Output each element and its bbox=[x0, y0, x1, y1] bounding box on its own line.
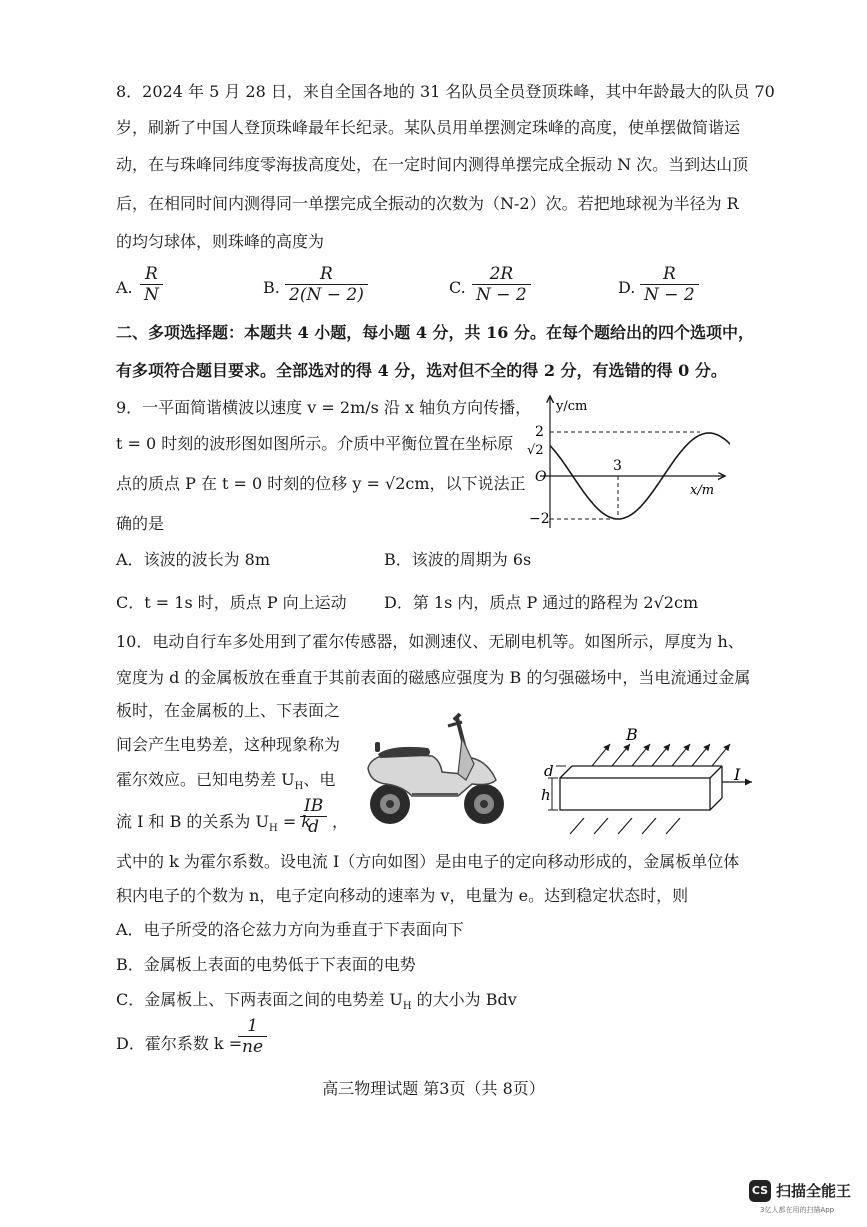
q9-option-b[interactable]: B．该波的周期为 6s bbox=[384, 550, 532, 569]
q10-line-4: 间会产生电势差，这种现象称为 bbox=[116, 735, 341, 754]
tick-sqrt2: √2 bbox=[527, 443, 544, 458]
q10-option-a[interactable]: A．电子所受的洛仑兹力方向为垂直于下表面向下 bbox=[116, 920, 464, 939]
q8-option-d-label[interactable]: D. bbox=[618, 278, 636, 297]
camscanner-tagline: 3亿人都在用的扫描App bbox=[760, 1206, 835, 1214]
section2-heading-2: 有多项符合题目要求。全部选对的得 4 分，选对但不全的得 2 分，有选错的得 0 分。 bbox=[116, 361, 727, 380]
page-footer: 高三物理试题 第3页（共 8页） bbox=[322, 1079, 545, 1098]
q10-formula-fraction: $\frac{IB}{d}$ bbox=[300, 796, 327, 837]
q8-line-1: 8．2024 年 5 月 28 日，来自全国各地的 31 名队员全员登顶珠峰，其中年龄最大的队员 70 bbox=[116, 82, 775, 101]
tick-minus-2: −2 bbox=[529, 511, 550, 527]
q9-wave-graph bbox=[520, 390, 730, 532]
label-b: B bbox=[626, 725, 638, 744]
camscanner-name: 扫描全能王 bbox=[776, 1182, 852, 1200]
q10-line-5: 霍尔效应。已知电势差 $U_H$、电 bbox=[116, 770, 336, 793]
section2-heading-1: 二、多项选择题：本题共 4 小题，每小题 4 分，共 16 分。在每个题给出的四个选项中， bbox=[116, 323, 754, 342]
q10-line-1: 10．电动自行车多处用到了霍尔传感器，如测速仪、无刷电机等。如图所示，厚度为 h、 bbox=[116, 632, 744, 651]
q8-option-a-label[interactable]: A. bbox=[116, 278, 133, 297]
tick-2: 2 bbox=[535, 424, 544, 440]
origin-label: O bbox=[535, 469, 547, 485]
q8-line-3: 动，在与珠峰同纬度零海拔高度处，在一定时间内测得单摆完成全振动 N 次。当到达山顶 bbox=[116, 155, 749, 174]
electric-scooter-image bbox=[362, 708, 522, 830]
q8-option-d-fraction: $\frac{R}{N - 2}$ bbox=[640, 264, 699, 305]
label-h: h bbox=[541, 786, 551, 804]
q8-line-2: 岁，刷新了中国人登顶珠峰最年长纪录。某队员用单摆测定珠峰的高度，使单摆做简谐运 bbox=[116, 118, 741, 137]
q8-option-a-fraction: $\frac{R}{N}$ bbox=[140, 264, 163, 305]
q10-line-6-end: ， bbox=[332, 812, 349, 831]
q8-option-b-fraction: $\frac{R}{2(N - 2)}$ bbox=[285, 264, 368, 305]
q10-line-3: 板时，在金属板的上、下表面之 bbox=[116, 701, 341, 720]
q9-option-d[interactable]: D．第 1s 内，质点 P 通过的路程为 2√2cm bbox=[384, 593, 699, 612]
q9-option-a[interactable]: A．该波的波长为 8m bbox=[116, 550, 271, 569]
y-axis-label: y/cm bbox=[556, 399, 588, 414]
hall-effect-figure bbox=[530, 718, 770, 836]
q10-option-d[interactable]: D．霍尔系数 k = bbox=[116, 1034, 243, 1053]
label-d: d bbox=[544, 762, 554, 780]
q10-option-d-fraction: $\frac{1}{ne}$ bbox=[238, 1016, 267, 1057]
camscanner-logo: CS bbox=[749, 1180, 771, 1202]
q10-option-b[interactable]: B．金属板上表面的电势低于下表面的电势 bbox=[116, 955, 416, 974]
q10-line-7: 式中的 k 为霍尔系数。设电流 I（方向如图）是由电子的定向移动形成的，金属板单位体 bbox=[116, 852, 740, 871]
label-i: I bbox=[734, 765, 741, 784]
q8-line-4: 后，在相同时间内测得同一单摆完成全振动的次数为（N-2）次。若把地球视为半径为 R bbox=[116, 194, 739, 213]
q10-option-c[interactable]: C．金属板上、下两表面之间的电势差 $U_H$ 的大小为 Bdv bbox=[116, 990, 517, 1013]
q8-line-5: 的均匀球体，则珠峰的高度为 bbox=[116, 232, 325, 251]
q9-line-2: t = 0 时刻的波形图如图所示。介质中平衡位置在坐标原 bbox=[116, 434, 514, 453]
q9-option-c[interactable]: C．t = 1s 时，质点 P 向上运动 bbox=[116, 593, 347, 612]
q10-line-6: 流 I 和 B 的关系为 $U_H = k$ bbox=[116, 812, 312, 835]
q8-option-c-fraction: $\frac{2R}{N - 2}$ bbox=[472, 264, 531, 305]
q10-line-8: 积内电子的个数为 n，电子定向移动的速率为 v，电量为 e。达到稳定状态时，则 bbox=[116, 886, 689, 905]
q10-line-2: 宽度为 d 的金属板放在垂直于其前表面的磁感应强度为 B 的匀强磁场中，当电流通过金属 bbox=[116, 668, 751, 687]
q8-option-b-label[interactable]: B. bbox=[263, 278, 280, 297]
q8-option-c-label[interactable]: C. bbox=[449, 278, 466, 297]
q9-line-3: 点的质点 P 在 t = 0 时刻的位移 y = √2cm，以下说法正 bbox=[116, 474, 526, 493]
tick-x3: 3 bbox=[613, 458, 622, 474]
q9-line-1: 9．一平面简谐横波以速度 v = 2m/s 沿 x 轴负方向传播， bbox=[116, 398, 532, 417]
x-axis-label: x/m bbox=[690, 483, 715, 498]
scooter-mirror bbox=[375, 742, 380, 752]
q9-line-4: 确的是 bbox=[116, 514, 165, 533]
